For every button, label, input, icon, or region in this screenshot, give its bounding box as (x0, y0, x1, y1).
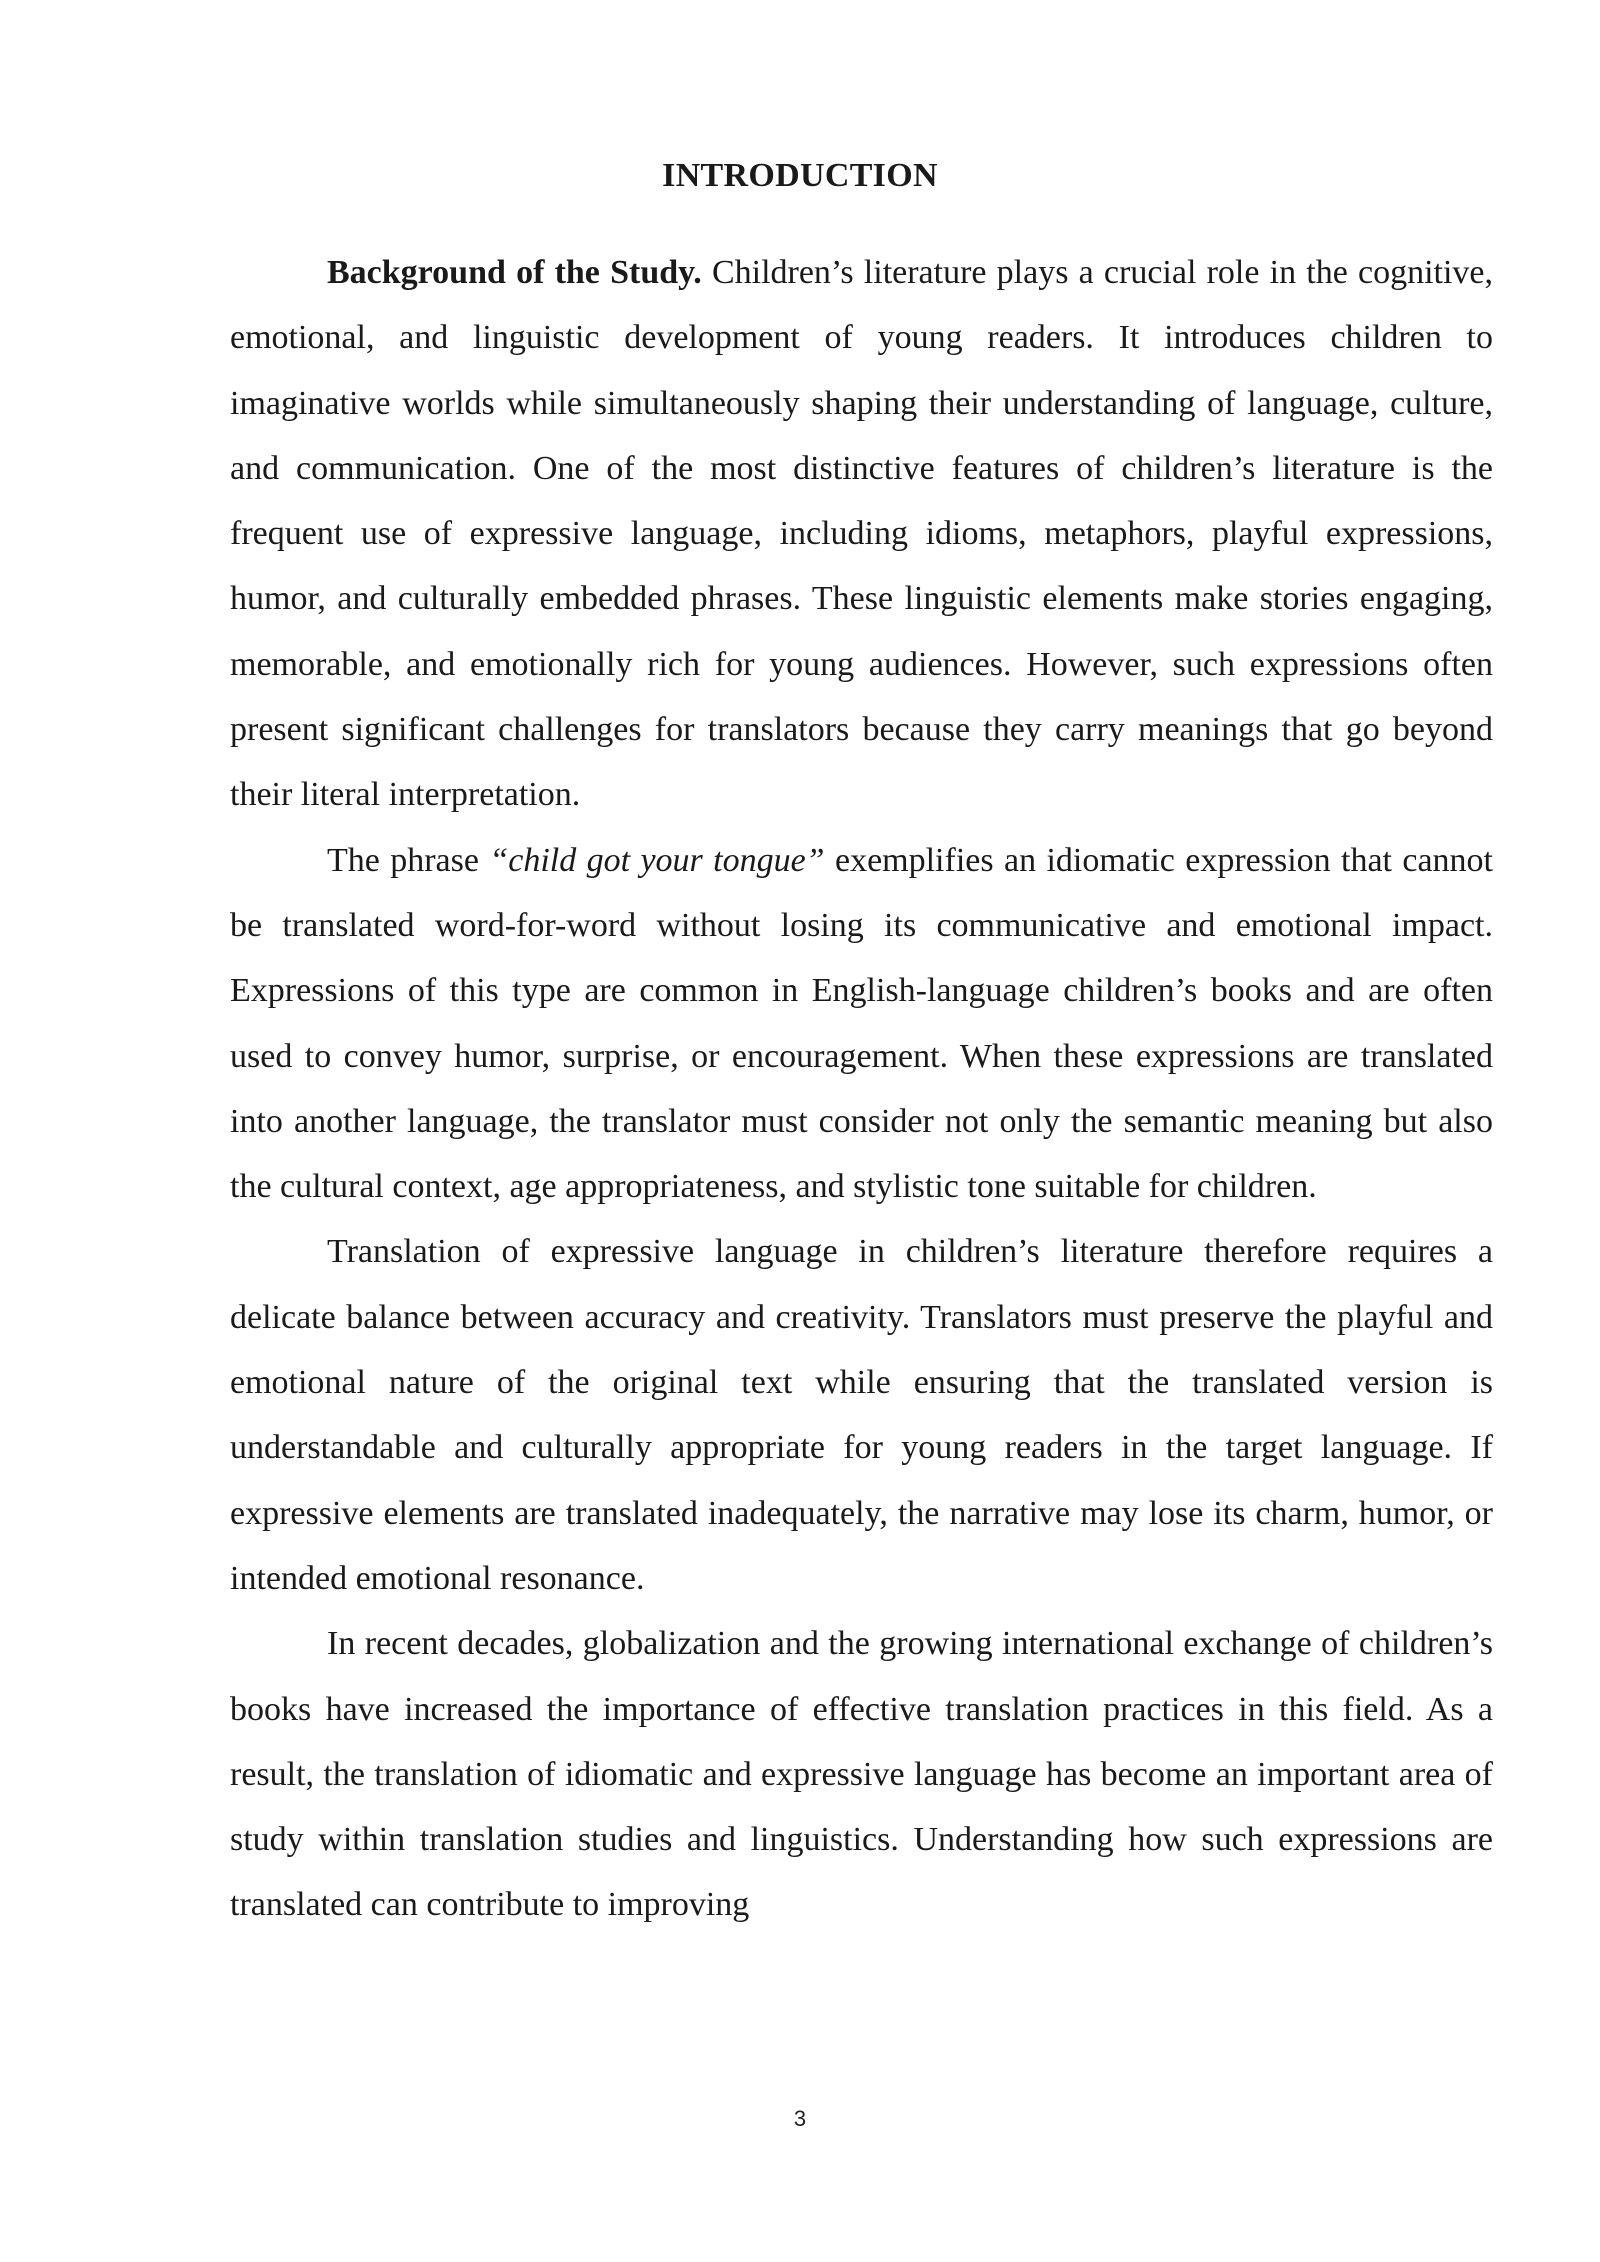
page-number: 3 (793, 2106, 807, 2131)
paragraph-idiom-example (230, 828, 1493, 1220)
paragraph-text: In recent decades, globalization and the growing international exchange of children’s books have increased the importance of effective translation practices in this field. As a result, the translation of idiomatic and expressive language has become an important area of study within translation studies and linguistics. Understanding how such expressions are translated can contribute to improving (230, 1625, 1493, 1924)
paragraph-lead: Background of the Study. (327, 254, 702, 291)
paragraph-background (230, 240, 1493, 828)
paragraph-translation-balance (230, 1219, 1493, 1611)
idiom-phrase: “child got your tongue” (489, 841, 825, 879)
section-heading: INTRODUCTION (662, 157, 938, 194)
paragraph-text: Children’s literature plays a crucial role in the cognitive, emotional, and linguistic development of young readers. It introduces children to imaginative worlds while simultaneously shaping their understanding of language, culture, and communication. One of the most distinctive features of children’s literature is the frequent use of expressive language, including idioms, metaphors, playful expressions, humor, and culturally embedded phrases. These linguistic elements make stories engaging, memorable, and emotionally rich for young audiences. However, such expressions often present significant challenges for translators because they carry meanings that go beyond their literal interpretation. (230, 254, 1494, 814)
paragraph-text: The phrase (327, 841, 490, 879)
paragraph-text: exemplifies an idiomatic expression that cannot be translated word-for-word without losing its communicative and emotional impact. Expressions of this type are common in English-language children’s books and are often used to convey humor, surprise, or encouragement. When these expressions are translated into another language, the translator must consider not only the semantic meaning but also the cultural context, age appropriateness, and stylistic tone suitable for children. (230, 841, 1494, 1206)
body-text (230, 240, 1493, 1938)
paragraph-text: Translation of expressive language in children’s literature therefore requires a delicate balance between accuracy and creativity. Translators must preserve the playful and emotional nature of the original text while ensuring that the translated version is understandable and culturally appropriate for young readers in the target language. If expressive elements are translated inadequately, the narrative may lose its charm, humor, or intended emotional resonance. (230, 1233, 1493, 1597)
paragraph-globalization (230, 1611, 1493, 1937)
